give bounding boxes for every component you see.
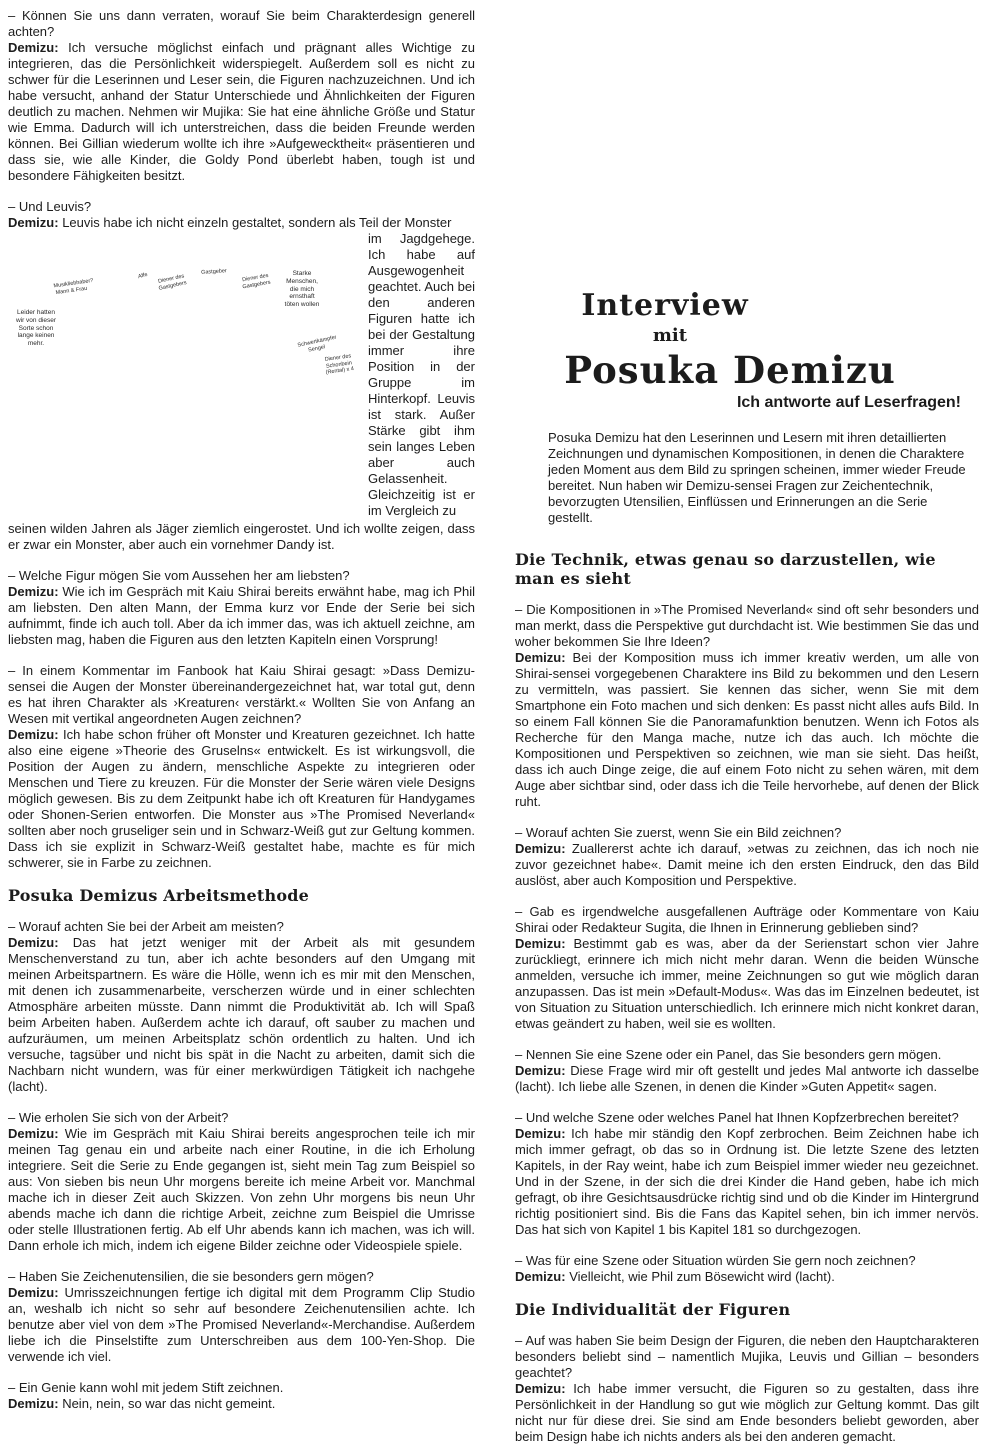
interview-question: – Auf was haben Sie beim Design der Figuren, die neben den Hauptcharakteren besonders beliebt sind – namentlich Mujika, Leuvis und Gillian – besonders geachtet?: [515, 1333, 979, 1380]
qa-block: [515, 1110, 979, 1238]
intro-paragraph: Posuka Demizu hat den Leserinnen und Lesern mit ihren detaillierten Zeichnungen und dynamischen Kompositionen, in denen die Charaktere jeden Moment aus dem Bild zu springen scheinen, immer wieder Freude bereitet. Nun haben wir Demizu-sensei Fragen zur Zeichentechnik, bevorzugten Utensilien, Einflüssen und Erinnerungen an die Serie gestellt.: [548, 430, 966, 525]
qa-block: [515, 825, 979, 889]
interview-answer: [515, 650, 979, 810]
qa-block: [8, 199, 475, 553]
interview-question: – In einem Kommentar im Fanbook hat Kaiu Shirai gesagt: »Dass Demizu-sensei die Augen der Monster übereinandergezeichnet hat, war total gut, denn es hat ihren Charakter als ›Kreaturen‹ verstärkt.« Wollten Sie von Anfang an Wesen mit vertikal angeordneten Augen zeichnen?: [8, 663, 475, 726]
interview-answer: [515, 1269, 979, 1285]
interview-question: – Können Sie uns dann verraten, worauf Sie beim Charakterdesign generell achten?: [8, 8, 475, 39]
interview-answer: [8, 727, 475, 871]
speaker-label: Demizu:: [515, 936, 566, 951]
sketch-annotation: Diener des Gastgebers: [157, 273, 188, 292]
qa-block: [8, 919, 475, 1095]
title-mit: mit: [652, 325, 688, 346]
qa-block: [8, 663, 475, 871]
answer-text: Bestimmt gab es was, aber da der Serienstart schon vier Jahre zurückliegt, erinnere ich mich nicht mehr daran. Wenn die beiden Wünsche anmelden, versuche ich immer, meine Zeichnungen so gut wie möglich daran anzupassen. Das ist mein »Default-Modus«. Was das im Einzelnen bedeutet, ist von Situation zu Situation unterschiedlich. Ich erinnere mich nicht konkret daran, etwas geändert zu haben, weil sie es wollten.: [515, 936, 979, 1031]
speaker-label: Demizu:: [8, 1396, 59, 1411]
qa-block: [8, 8, 475, 184]
interview-question: – Worauf achten Sie bei der Arbeit am meisten?: [8, 919, 284, 934]
qa-block: [8, 568, 475, 648]
answer-text: Umrisszeichnungen fertige ich digital mit dem Programm Clip Studio an, weshalb ich nicht so sehr auf besondere Zeichenutensilien achte. Ich benutze aber viel von dem »The Promised Neverland«-Merchandise. Außerdem liebe ich die Pinselstifte zum Unterschreiben aus dem 100-Yen-Shop. Die verwende ich viel.: [8, 1285, 475, 1364]
sketch-annotation: Leider hatten wir von dieser Sorte schon lange keinen mehr.: [15, 309, 57, 348]
answer-text: Diese Frage wird mir oft gestellt und jedes Mal antworte ich dasselbe (lacht). Ich liebe alle Szenen, in denen die Kinder »Guten Appetit« sagen.: [515, 1063, 979, 1094]
interview-answer: [515, 1063, 979, 1095]
answer-text: Leuvis habe ich nicht einzeln gestaltet, sondern als Teil der Monster: [62, 215, 452, 230]
answer-text: Das hat jetzt weniger mit der Arbeit als mit gesundem Menschenverstand zu tun, aber ich achte besonders auf den Umgang mit meinen Arbeitspartnern. Es wäre die Hölle, wenn ich es mir mit den Menschen, mit denen ich zusammenarbeite, verscherzen würde und in einer schlechten Atmosphäre arbeiten müsste. Dann nimmt die Produktivität ab. Ich will Spaß beim Arbeiten haben. Außerdem achte ich darauf, oft sauber zu machen und aufzuräumen, um meinen Arbeitsplatz schön ordentlich zu halten. Und ich versuche, tagsüber und nicht bis spät in die Nacht zu arbeiten, damit sich die Nachbarn nicht wundern, was für einer merkwürdigen Tätigkeit ich nachgehe (lacht).: [8, 935, 475, 1094]
article-title-block: [515, 288, 979, 412]
interview-answer: [8, 584, 475, 648]
interview-question: – Haben Sie Zeichenutensilien, die sie besonders gern mögen?: [8, 1269, 374, 1284]
speaker-label: Demizu:: [8, 1285, 59, 1300]
speaker-label: Demizu:: [8, 727, 59, 742]
answer-text: Nein, nein, so war das nicht gemeint.: [62, 1396, 276, 1411]
sketch-annotation: Affe: [137, 271, 149, 281]
sketch-annotation: Gastgeber: [200, 268, 228, 276]
qa-block: [8, 1269, 475, 1365]
qa-block: [515, 1253, 979, 1285]
answer-text: Ich habe schon früher oft Monster und Kreaturen gezeichnet. Ich hatte also eine eigene »Theorie des Gruselns« entwickelt. Es ist wirkungsvoll, die Position der Augen zu ändern, menschliche Aspekte zu integrieren oder Menschen und Tiere zu kreuzen. Für die Monster der Serie wären viele Designs möglich gewesen. Bis zu dem Zeitpunkt habe ich oft Kreaturen für Handygames oder Shonen-Serien entworfen. Die Monster aus »The Promised Neverland« sollten aber noch gruseliger sein und in Schwarz-Weiß gut zur Geltung kommen. Dass ich sie explizit in Schwarz-Weiß gestaltet habe, machte es für mich schwerer, sie in Farbe zu zeichnen.: [8, 727, 475, 870]
interview-answer: [8, 40, 475, 184]
left-column: [8, 0, 475, 1427]
interview-question: – Und welche Szene oder welches Panel hat Ihnen Kopfzerbrechen bereitet?: [515, 1110, 959, 1125]
sketch-annotation: Musikliebhaber? Mann & Frau: [53, 277, 94, 296]
interview-answer: [8, 1396, 475, 1412]
speaker-label: Demizu:: [515, 1063, 566, 1078]
speaker-label: Demizu:: [515, 1126, 566, 1141]
interview-question: – Gab es irgendwelche ausgefallenen Aufträge oder Kommentare von Kaiu Shirai oder Redakteur Sugita, die Ihnen in Erinnerung geblieben sind?: [515, 904, 979, 935]
sketch-annotation: Diener des Gastgebers: [241, 272, 272, 290]
qa-block: [515, 1047, 979, 1095]
speaker-label: Demizu:: [8, 935, 59, 950]
speaker-label: Demizu:: [8, 40, 59, 55]
section-heading-individualitaet: Die Individualität der Figuren: [515, 1300, 791, 1319]
answer-text: Zuallererst achte ich darauf, »etwas zu zeichnen, das ich noch nie zuvor gezeichnet habe«. Damit meine ich den ersten Eindruck, den das Bild auslöst, aber auch Komposition und Perspektive.: [515, 841, 979, 888]
qa-block: [515, 904, 979, 1032]
section-heading-technik: Die Technik, etwas genau so darzustellen, wie man es sieht: [515, 550, 936, 588]
interview-question: – Ein Genie kann wohl mit jedem Stift zeichnen.: [8, 1380, 284, 1395]
title-posuka-demizu: Posuka Demizu: [564, 348, 896, 392]
qa-block: [8, 1380, 475, 1412]
interview-question: – Nennen Sie eine Szene oder ein Panel, das Sie besonders gern mögen.: [515, 1047, 942, 1062]
answer-text: Ich habe mir ständig den Kopf zerbrochen. Beim Zeichnen habe ich mich immer gefragt, ob das so in Ordnung ist. Die letzte Szene des letzten Kapitels, in der Ray weint, habe ich zum Beispiel immer wieder neu gezeichnet. Und in der Szene, in der sich die drei Kinder die Hand geben, habe ich mich gefragt, ob ihre Gesichtsausdrücke richtig sind und ob die Kinder im Hintergrund richtig positioniert sind. Bis die Fans das Kapitel sehen, bin ich immer nervös. Das hat sich von Kapitel 1 bis Kapitel 181 so durchgezogen.: [515, 1126, 979, 1237]
title-subtitle: Ich antworte auf Leserfragen!: [736, 394, 961, 411]
speaker-label: Demizu:: [515, 650, 566, 665]
answer-text-wrapped: im Jagdgehege. Ich habe auf Ausgewogenheit geachtet. Auch bei den anderen Figuren hatte ich bei der Gestaltung immer ihre Position in der Gruppe im Hinterkopf. Leuvis ist stark. Außer Stärke gibt ihm sein langes Leben aber auch Gelassenheit. Gleichzeitig ist er im Vergleich zu: [368, 231, 475, 518]
interview-answer: [515, 936, 979, 1032]
speaker-label: Demizu:: [515, 841, 566, 856]
answer-text: Ich habe immer versucht, die Figuren so zu gestalten, dass ihre Persönlichkeit in der Handlung so gut wie möglich zur Geltung kommt. Das gilt nicht nur für diese drei. Sie sind am Ende besonders beliebt geworden, aber beim Design habe ich nichts anders als bei den anderen gemacht.: [515, 1381, 979, 1444]
answer-text: Wie ich im Gespräch mit Kaiu Shirai bereits erwähnt habe, mag ich Phil am liebsten. Den alten Mann, der Emma kurz vor Ende der Serie bei sich aufnimmt, finde ich auch toll. Aber da ich immer das, was ich aktuell zeichne, am liebsten mag, haben die Figuren aus den letzten Kapiteln einen Vorsprung!: [8, 584, 475, 647]
answer-text: Wie im Gespräch mit Kaiu Shirai bereits angesprochen teile ich mir meinen Tag genau ein und arbeite nach einer Routine, in die ich Erholung integriere. Seit die Serie zu Ende gegangen ist, sieht mein Tag zum Beispiel so aus: Von sieben bis neun Uhr morgens bereite ich meine Arbeit vor. Manchmal mache ich in dieser Zeit auch Skizzen. Von zehn Uhr morgens bis neun Uhr abends mache ich dann die richtige Arbeit, zeichne zum Beispiel die Umrisse oder stelle Illustrationen fertig. Ab elf Uhr abends kann ich machen, was ich will. Dann erhole ich mich, indem ich eigene Bilder zeichne oder Videospiele spiele.: [8, 1126, 475, 1253]
speaker-label: Demizu:: [8, 584, 59, 599]
interview-question: – Welche Figur mögen Sie vom Aussehen her am liebsten?: [8, 568, 350, 583]
speaker-label: Demizu:: [515, 1269, 566, 1284]
section-heading-arbeitsmethode: Posuka Demizus Arbeitsmethode: [8, 886, 309, 905]
interview-answer: [515, 841, 979, 889]
answer-text: Ich versuche möglichst einfach und prägnant alles Wichtige zu integrieren, das die Persönlichkeit widerspiegelt. Außerdem soll es nicht zu schwer für die Leserinnen und Leser sein, die Figuren nachzuzeichnen. Und ich habe versucht, anhand der Statur Unterschiede und Ähnlichkeiten der Figuren deutlich zu machen. Nehmen wir Mujika: Sie hat eine ähnliche Größe und Statur wie Emma. Dadurch will ich unterstreichen, dass die beiden Freunde werden können. Bei Gillian wiederum wollte ich ihre »Aufgewecktheit« präsentieren und dass sie, wie alle Kinder, die Goldy Pond überlebt haben, tough ist und besondere Fähigkeiten besitzt.: [8, 40, 475, 183]
interview-answer: [8, 935, 475, 1095]
character-group-sketch: [8, 231, 368, 521]
answer-text: Vielleicht, wie Phil zum Bösewicht wird (lacht).: [569, 1269, 835, 1284]
sketch-annotation: Schwertkämpfer Sengel: [297, 334, 338, 354]
answer-text-continued: seinen wilden Jahren als Jäger ziemlich eingerostet. Und ich wollte zeigen, dass er zwar ein Monster, aber auch ein vornehmer Dandy ist.: [8, 521, 475, 552]
interview-question: – Was für eine Szene oder Situation würden Sie gern noch zeichnen?: [515, 1253, 916, 1268]
right-column: [515, 0, 979, 1456]
title-interview: Interview: [581, 288, 749, 323]
qa-block: [515, 1333, 979, 1445]
speaker-label: Demizu:: [8, 215, 59, 230]
interview-answer: [515, 1381, 979, 1445]
interview-answer: [8, 1126, 475, 1254]
interview-answer: [8, 1285, 475, 1365]
qa-block: [515, 602, 979, 810]
interview-answer: [8, 215, 475, 231]
sketch-annotation: Starke Menschen, die mich ernsthaft töten wollen: [284, 270, 320, 309]
speaker-label: Demizu:: [515, 1381, 566, 1396]
interview-question: – Und Leuvis?: [8, 199, 92, 214]
sketch-annotation: Diener des Schonbein (Rental) x 4: [324, 353, 355, 377]
interview-answer: [515, 1126, 979, 1238]
interview-question: – Wie erholen Sie sich von der Arbeit?: [8, 1110, 229, 1125]
interview-question: – Worauf achten Sie zuerst, wenn Sie ein Bild zeichnen?: [515, 825, 842, 840]
answer-text: Bei der Komposition muss ich immer kreativ werden, um alle von Shirai-sensei vorgegebenen Charaktere ins Bild zu bekommen und den Lesern zu vermitteln, was passiert. Sie kennen das sicher, wenn Sie mit dem Smartphone ein Foto machen und sich denken: Es passt nicht alles aufs Bild. In so einem Fall können Sie die Panoramafunktion benutzen. Wenn ich Fotos als Recherche für den Manga mache, nutze ich das auch. Ich möchte die Kompositionen und Perspektiven so zeichnen, wie man sie sieht. Das heißt, dass ich auch Dinge zeige, die auf einem Foto nicht zu sehen wären, mit dem Auge aber sichtbar sind, oder dass ich die Teile hervorhebe, auf denen der Blick ruht.: [515, 650, 979, 809]
interview-question: – Die Kompositionen in »The Promised Neverland« sind oft sehr besonders und man merkt, dass die Perspektive gut durchdacht ist. Wie bestimmen Sie das und woher bekommen Sie Ihre Ideen?: [515, 602, 979, 649]
sketch-row: [8, 231, 475, 521]
qa-block: [8, 1110, 475, 1254]
speaker-label: Demizu:: [8, 1126, 59, 1141]
